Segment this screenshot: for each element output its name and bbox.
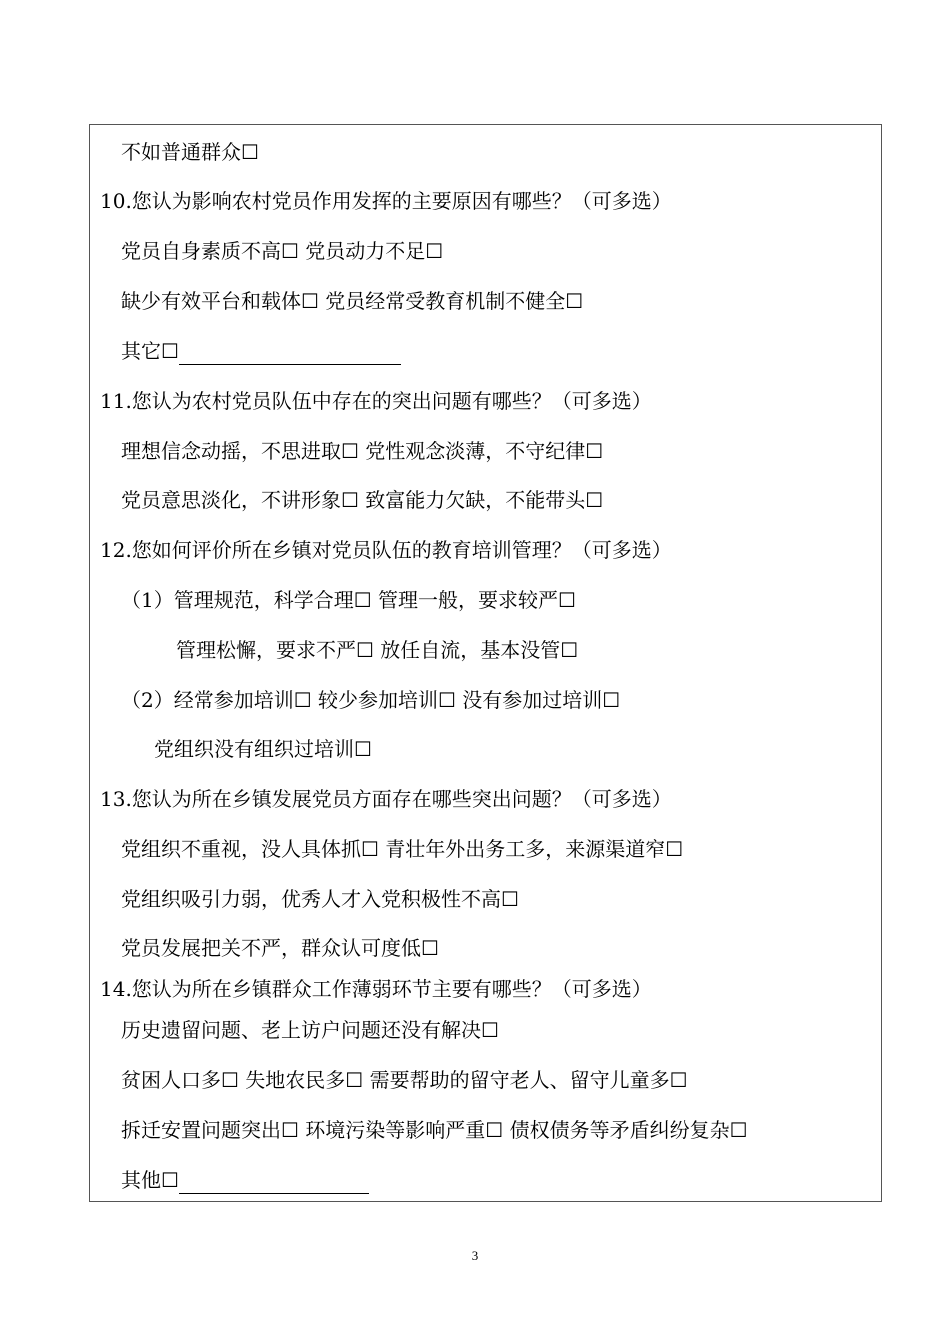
option-line: 党员发展把关不严，群众认可度低☐ bbox=[121, 936, 439, 960]
option-line: 党员意思淡化，不讲形象☐ 致富能力欠缺，不能带头☐ bbox=[121, 488, 604, 512]
option-line: 党员自身素质不高☐ 党员动力不足☐ bbox=[121, 239, 444, 263]
option-line: 理想信念动摇，不思进取☐ 党性观念淡薄，不守纪律☐ bbox=[121, 439, 604, 463]
option-line: 不如普通群众☐ bbox=[121, 140, 259, 164]
option-line: 党组织不重视，没人具体抓☐ 青壮年外出务工多，来源渠道窄☐ bbox=[121, 837, 684, 861]
option-line: （2）经常参加培训☐ 较少参加培训☐ 没有参加过培训☐ bbox=[121, 688, 621, 712]
option-other bbox=[121, 1166, 369, 1194]
option-other bbox=[121, 337, 401, 365]
question-13: 13.您认为所在乡镇发展党员方面存在哪些突出问题？（可多选） bbox=[100, 787, 672, 811]
option-line: 历史遗留问题、老上访户问题还没有解决☐ bbox=[121, 1018, 499, 1042]
fill-in-blank[interactable] bbox=[179, 342, 401, 365]
option-other-label: 其他☐ bbox=[121, 1168, 179, 1192]
question-10: 10.您认为影响农村党员作用发挥的主要原因有哪些？（可多选） bbox=[100, 189, 672, 213]
option-line: 缺少有效平台和载体☐ 党员经常受教育机制不健全☐ bbox=[121, 289, 584, 313]
fill-in-blank[interactable] bbox=[179, 1171, 369, 1194]
option-line: 拆迁安置问题突出☐ 环境污染等影响严重☐ 债权债务等矛盾纠纷复杂☐ bbox=[121, 1118, 748, 1142]
option-line: （1）管理规范，科学合理☐ 管理一般，要求较严☐ bbox=[121, 588, 576, 612]
option-line: 党组织没有组织过培训☐ bbox=[154, 737, 372, 761]
question-14: 14.您认为所在乡镇群众工作薄弱环节主要有哪些？（可多选） bbox=[100, 977, 652, 1001]
option-line: 贫困人口多☐ 失地农民多☐ 需要帮助的留守老人、留守儿童多☐ bbox=[121, 1068, 688, 1092]
option-other-label: 其它☐ bbox=[121, 339, 179, 363]
page-number: 3 bbox=[471, 1248, 479, 1263]
option-line: 党组织吸引力弱，优秀人才入党积极性不高☐ bbox=[121, 887, 519, 911]
option-line: 管理松懈，要求不严☐ 放任自流，基本没管☐ bbox=[176, 638, 579, 662]
question-12: 12.您如何评价所在乡镇对党员队伍的教育培训管理？（可多选） bbox=[100, 538, 672, 562]
question-11: 11.您认为农村党员队伍中存在的突出问题有哪些？（可多选） bbox=[100, 389, 652, 413]
